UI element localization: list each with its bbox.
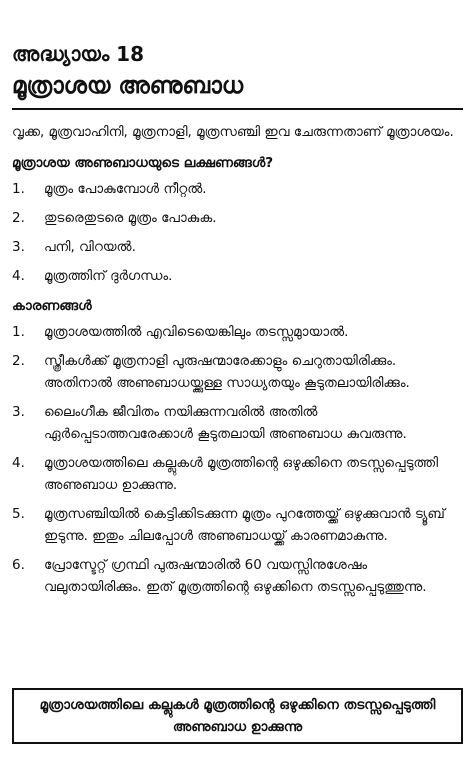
item-number: 6. — [12, 557, 25, 573]
item-number: 2. — [12, 210, 25, 226]
causes-list — [12, 321, 463, 598]
list-item — [12, 236, 463, 258]
list-item — [12, 178, 463, 200]
item-number: 3. — [12, 404, 25, 420]
list-item — [12, 554, 463, 598]
item-number: 1. — [12, 181, 25, 197]
list-item — [12, 350, 463, 394]
chapter-title: മൂത്രാശയ അണുബാധ — [12, 73, 244, 99]
symptoms-heading: മൂത്രാശയ അണുബാധയുടെ ലക്ഷണങ്ങൾ? — [12, 155, 274, 171]
list-item — [12, 207, 463, 229]
intro-paragraph: വൃക്ക, മൂത്രവാഹിനി, മൂത്രനാളി, മൂത്രസഞ്ചി ഇവ ചേരുന്നതാണ് മൂത്രാശയം. — [12, 124, 454, 140]
causes-heading: കാരണങ്ങൾ — [12, 298, 92, 314]
item-text: തുടരെതുടരെ മൂത്രം പോകുക. — [44, 210, 217, 226]
header-divider — [12, 108, 463, 110]
item-text: മൂത്രാശയത്തിൽ എവിടെയെങ്കിലും തടസ്സമുായാൽ. — [44, 324, 349, 340]
item-text: സ്ത്രീകൾക്ക് മൂത്രനാളി പുരുഷന്മാരേക്കാളും ചെറുതായിരിക്കും. അതിനാൽ അണുബാധയ്ക്കുള്ള സാധ്യതയും കൂടുതലായിരിക്കും. — [44, 353, 410, 391]
list-item — [12, 265, 463, 287]
symptoms-list — [12, 178, 463, 287]
item-text: മൂത്രാശയത്തിലെ കല്ലുകൾ മൂത്രത്തിന്റെ ഒഴുക്കിനെ തടസ്സപ്പെടുത്തി അണുബാധ ഉാക്കുന്നു. — [44, 455, 439, 493]
callout-box: മൂത്രാശയത്തിലെ കല്ലുകൾ മൂത്രത്തിന്റെ ഒഴുക്കിനെ തടസ്സപ്പെടുത്തി അണുബാധ ഉാക്കുന്നു — [12, 688, 463, 744]
item-number: 1. — [12, 324, 25, 340]
item-text: പ്രോസ്ടേറ്റ് ഗ്രന്ഥി പുരുഷന്മാരിൽ 60 വയസ്സിനുശേഷം വലുതായിരിക്കും. ഇത് മൂത്രത്തിന്റെ ഒഴുക്കിനെ തടസ്സപ്പെടുത്തുന്നു. — [44, 557, 427, 595]
item-number: 4. — [12, 455, 25, 471]
item-text: മൂത്രത്തിന് ദുർഗന്ധം. — [44, 268, 173, 284]
item-number: 3. — [12, 239, 25, 255]
item-number: 4. — [12, 268, 25, 284]
list-item — [12, 401, 463, 445]
list-item — [12, 503, 463, 547]
chapter-header — [12, 0, 463, 102]
list-item — [12, 321, 463, 343]
item-text: മൂത്രം പോകുമ്പോൾ നീറ്റൽ. — [44, 181, 207, 197]
item-text: മൂത്രസഞ്ചിയിൽ കെട്ടിക്കിടക്കുന്ന മൂത്രം പുറത്തേയ്ക്ക് ഒഴുക്കുവാൻ ട്യൂബ് ഇടുന്നു. ഇതും ചിലപ്പോൾ അണുബാധയ്ക്ക് കാരണമാകുന്നു. — [44, 506, 445, 544]
item-number: 5. — [12, 506, 25, 522]
item-number: 2. — [12, 353, 25, 369]
item-text: ലൈംഗീക ജീവിതം നയിക്കുന്നവരിൽ അതിൽ ഏർപ്പെടാത്തവരേക്കാൾ കൂടുതലായി അണുബാധ കുവരുന്നു. — [44, 404, 407, 442]
list-item — [12, 452, 463, 496]
chapter-label: അദ്ധ്യായം 18 — [12, 42, 144, 66]
item-text: പനി, വിറയൽ. — [44, 239, 136, 255]
